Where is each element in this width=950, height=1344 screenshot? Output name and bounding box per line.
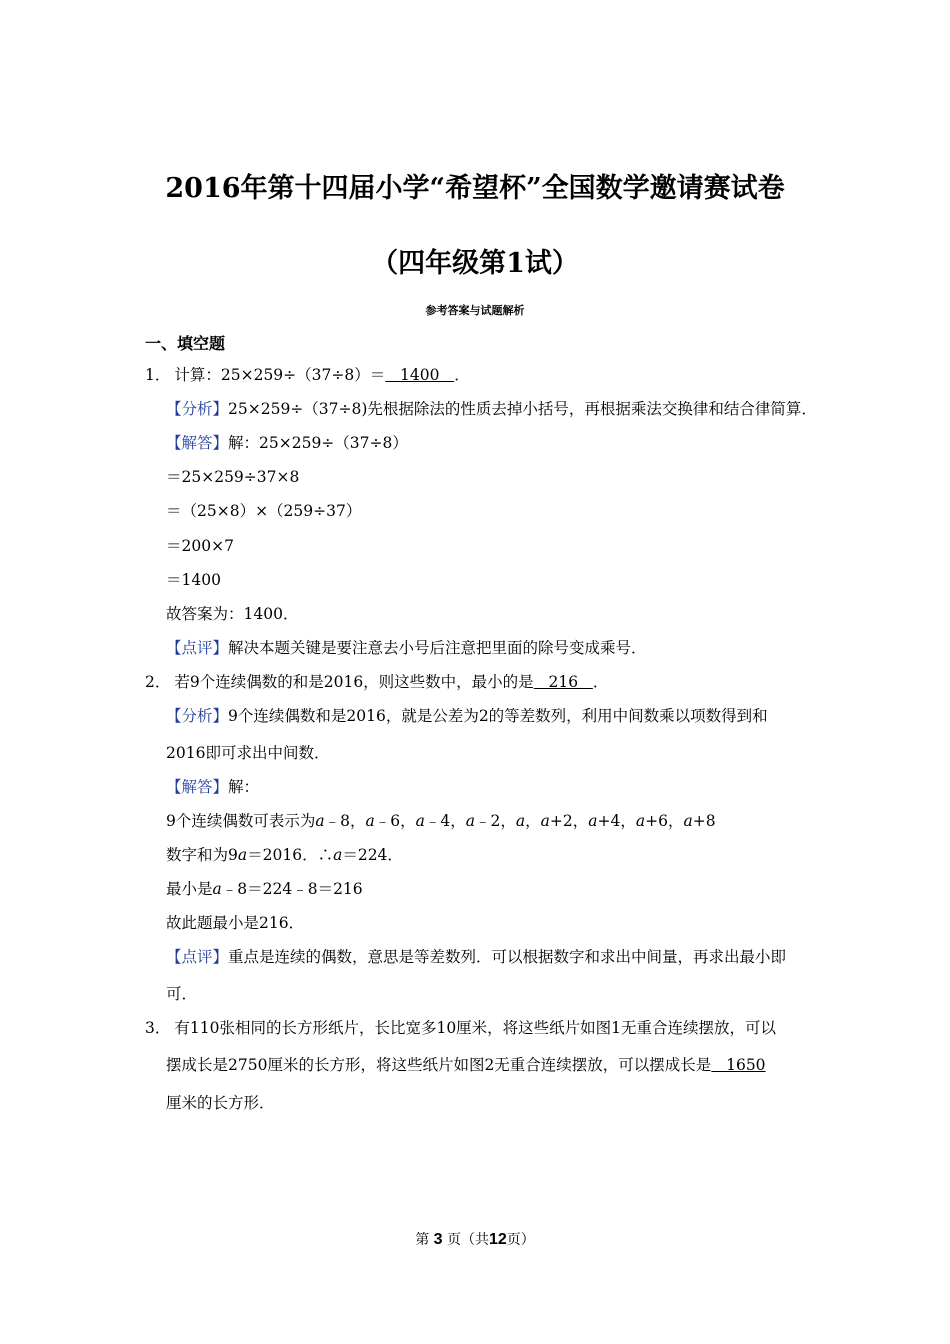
term: +6， xyxy=(645,812,684,830)
analysis-tag: 【分析】 xyxy=(166,400,229,418)
q2-comment-cont: 可． xyxy=(166,985,198,1003)
q2-number: 2． xyxy=(145,673,171,691)
q3-question-end: 厘米的长方形． xyxy=(166,1094,275,1112)
q1-solution xyxy=(166,433,408,453)
term: +4， xyxy=(597,812,636,830)
q3-number: 3． xyxy=(145,1019,171,1037)
var-a: a xyxy=(515,812,526,830)
q2-analysis-cont: 2016即可求出中间数． xyxy=(166,744,330,762)
var-a: a xyxy=(365,812,375,830)
page-footer xyxy=(0,1229,950,1249)
q1-question xyxy=(145,365,470,385)
term: +8 xyxy=(692,812,716,830)
q1-conclusion: 故答案为：1400． xyxy=(166,605,299,623)
solution-tag: 【解答】 xyxy=(166,434,229,452)
q2-sum-prefix: 数字和为9 xyxy=(166,846,238,864)
q2-solution xyxy=(166,777,259,797)
term: ﹣8， xyxy=(324,812,366,830)
page-title: 2016年第十四届小学“希望杯”全国数学邀请赛试卷 xyxy=(165,173,785,204)
footer-prefix: 第 xyxy=(415,1232,430,1248)
q1-step-4: ＝1400 xyxy=(166,571,221,589)
term: ﹣6， xyxy=(374,812,416,830)
q2-expression xyxy=(166,811,716,831)
var-a: a xyxy=(540,812,550,830)
q1-text: 计算：25×259÷（37÷8）＝ xyxy=(174,366,386,384)
var-a: a xyxy=(315,812,325,830)
q1-analysis xyxy=(166,399,817,419)
q1-comment xyxy=(166,638,647,658)
q2-comment-text: 重点是连续的偶数，意思是等差数列．可以根据数字和求出中间量，再求出最小即 xyxy=(228,948,787,966)
q1-comment-text: 解决本题关键是要注意去小号后注意把里面的除号变成乘号． xyxy=(228,639,647,657)
q2-answer: 216 xyxy=(533,673,593,691)
q2-conclusion: 故此题最小是216． xyxy=(166,914,305,932)
q1-step-3: ＝200×7 xyxy=(166,537,234,555)
section-heading: 一、填空题 xyxy=(145,334,226,353)
q2-question xyxy=(145,672,608,692)
q3-text-2: 摆成长是2750厘米的长方形，将这些纸片如图2无重合连续摆放，可以摆成长是 xyxy=(166,1056,712,1074)
comment-tag: 【点评】 xyxy=(166,639,229,657)
q2-min xyxy=(166,879,363,899)
var-a: a xyxy=(237,846,248,864)
term: ， xyxy=(525,812,541,830)
var-a: a xyxy=(415,812,425,830)
var-a: a xyxy=(683,812,693,830)
q1-analysis-text: 25×259÷（37÷8)先根据除法的性质去掉小括号，再根据乘法交换律和结合律简算． xyxy=(228,400,817,418)
q2-sum xyxy=(166,845,403,865)
var-a: a xyxy=(465,812,475,830)
term: ﹣2， xyxy=(475,812,516,830)
footer-mid: 页（共 xyxy=(447,1232,489,1248)
q3-question-cont xyxy=(166,1055,766,1075)
term: +2， xyxy=(549,812,589,830)
q2-min-prefix: 最小是 xyxy=(166,880,213,898)
q3-text: 有110张相同的长方形纸片，长比宽多10厘米，将这些纸片如图1无重合连续摆放，可以 xyxy=(174,1019,777,1037)
page-total: 12 xyxy=(489,1231,507,1248)
analysis-tag: 【分析】 xyxy=(166,707,229,725)
q1-answer: 1400 xyxy=(385,366,455,384)
q3-question xyxy=(145,1018,776,1038)
q1-text-end: ． xyxy=(454,366,470,384)
page-title-grade: （四年级第1试） xyxy=(371,248,579,279)
footer-suffix: 页） xyxy=(506,1232,535,1248)
q3-answer: 1650 xyxy=(711,1056,766,1074)
q2-analysis xyxy=(166,706,768,726)
page-number: 3 xyxy=(433,1231,443,1248)
q1-step-2: ＝（25×8）×（259÷37） xyxy=(166,502,362,520)
var-a: a xyxy=(635,812,646,830)
q2-comment xyxy=(166,947,786,967)
q1-solution-intro: 解：25×259÷（37÷8） xyxy=(228,434,408,452)
q2-text: 若9个连续偶数的和是2016，则这些数中，最小的是 xyxy=(174,673,534,691)
q2-min-end: ﹣8＝224﹣8＝216 xyxy=(221,880,363,898)
var-a: a xyxy=(333,846,343,864)
var-a: a xyxy=(212,880,222,898)
solution-tag: 【解答】 xyxy=(166,778,229,796)
q2-text-end: ． xyxy=(592,673,609,691)
var-a: a xyxy=(588,812,598,830)
q2-solution-intro: 解： xyxy=(228,778,260,796)
q2-sum-end: ＝224． xyxy=(342,846,403,864)
term: ﹣4， xyxy=(424,812,466,830)
comment-tag: 【点评】 xyxy=(166,948,229,966)
q2-sum-mid: ＝2016．∴ xyxy=(247,846,334,864)
q1-step-1: ＝25×259÷37×8 xyxy=(166,468,300,486)
q2-analysis-text: 9个连续偶数和是2016，就是公差为2的等差数列，利用中间数乘以项数得到和 xyxy=(228,707,768,725)
q2-expr-prefix: 9个连续偶数可表示为 xyxy=(166,812,316,830)
subtitle: 参考答案与试题解析 xyxy=(425,304,525,317)
q1-number: 1． xyxy=(145,366,171,384)
